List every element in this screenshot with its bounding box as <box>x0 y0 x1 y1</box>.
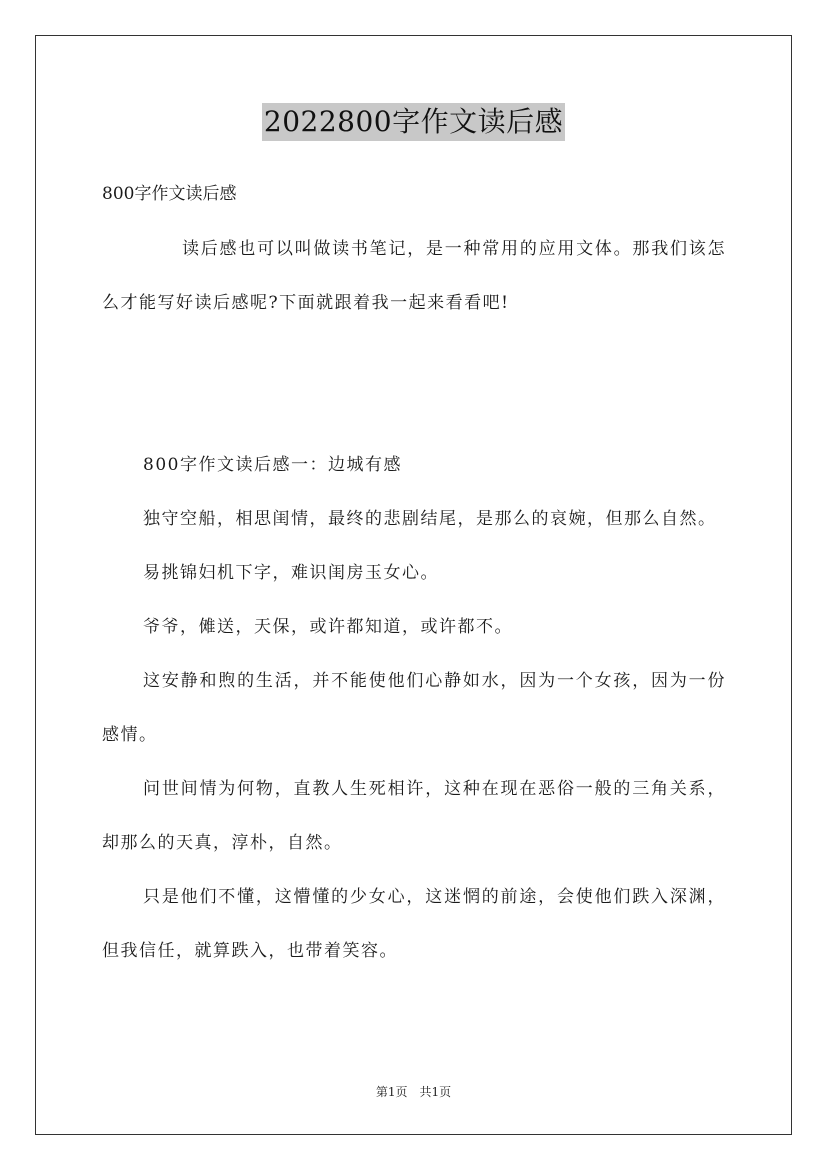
page-footer <box>0 1083 827 1101</box>
essay-body <box>102 438 726 978</box>
page-number: 第1页 <box>375 1085 408 1099</box>
body-paragraph: 易挑锦妇机下字，难识闺房玉女心。 <box>143 563 439 583</box>
document-subtitle: 800字作文读后感 <box>102 184 237 204</box>
body-paragraph: 只是他们不懂，这懵懂的少女心，这迷惘的前途，会使他们跌入深渊，但我信任，就算跌入，也带着笑容。 <box>102 887 726 961</box>
body-paragraph: 这安静和煦的生活，并不能使他们心静如水，因为一个女孩，因为一份感情。 <box>102 671 726 745</box>
page-total: 共1页 <box>419 1085 452 1099</box>
title-container <box>0 103 827 141</box>
intro-paragraph: 读后感也可以叫做读书笔记，是一种常用的应用文体。那我们该怎么才能写好读后感呢?下面就跟着我一起来看看吧! <box>102 239 726 313</box>
document-title: 2022800字作文读后感 <box>262 103 565 141</box>
section-heading: 800字作文读后感一：边城有感 <box>143 455 402 475</box>
body-paragraph: 问世间情为何物，直教人生死相许，这种在现在恶俗一般的三角关系，却那么的天真，淳朴，自然。 <box>102 779 726 853</box>
body-paragraph: 独守空船，相思闺情，最终的悲剧结尾，是那么的哀婉，但那么自然。 <box>143 509 717 529</box>
body-paragraph: 爷爷，傩送，天保，或许都知道，或许都不。 <box>143 617 513 637</box>
